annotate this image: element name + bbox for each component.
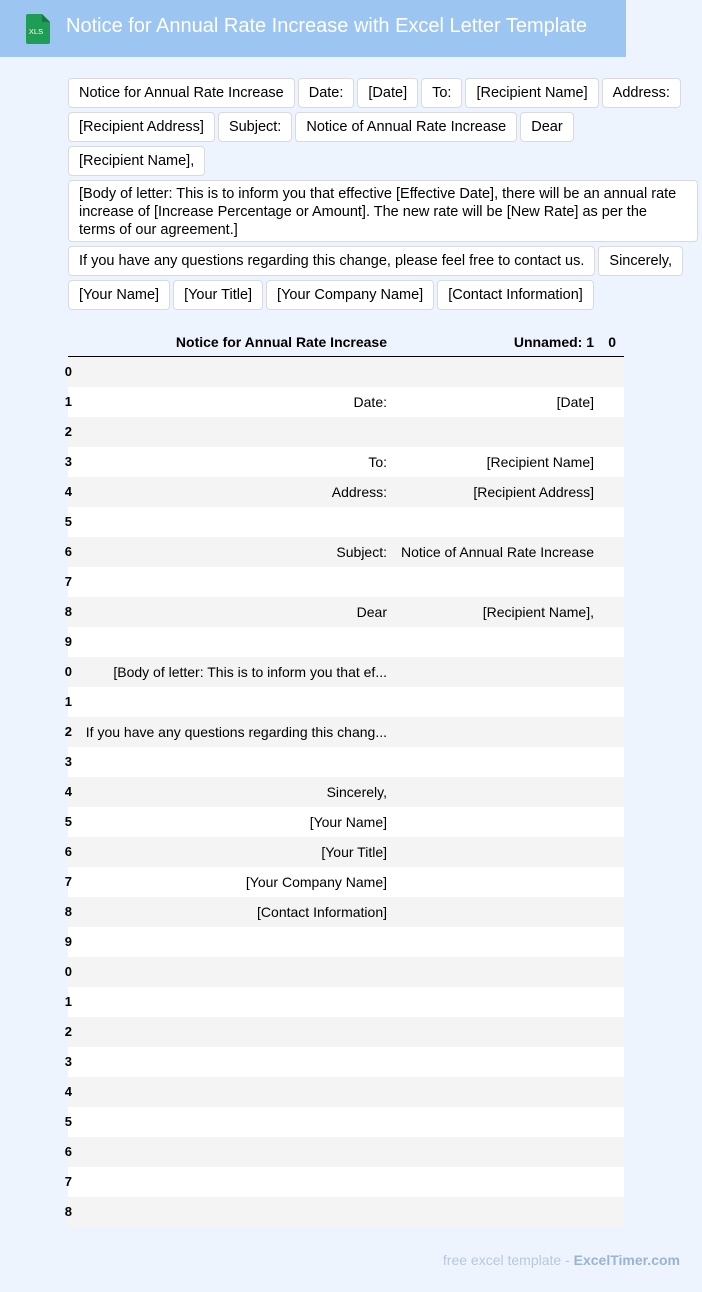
row-index: 5 (64, 514, 72, 529)
table-row (64, 927, 624, 957)
row-index: 4 (64, 1084, 72, 1099)
row-index: 1 (64, 694, 72, 709)
cell-title: If you have any questions regarding this chang... (85, 724, 387, 740)
table-header (68, 325, 624, 357)
page-title: Notice for Annual Rate Increase with Excel Letter Template (66, 15, 588, 37)
content-chip: [Contact Information] (437, 280, 594, 310)
table-row (64, 477, 624, 507)
row-index: 8 (64, 604, 72, 619)
content-chip: [Body of letter: This is to inform you that effective [Effective Date], there will be an annual rate increase of [Increase Percentage or Amount]. The new rate will be [New Rate] as per the terms of our agreement.] (68, 180, 698, 242)
cell-title: Subject: (336, 544, 387, 560)
column-header-unnamed: Unnamed: 1 (513, 334, 594, 350)
row-index: 5 (64, 1114, 72, 1129)
row-index: 0 (64, 664, 72, 679)
table-row (64, 567, 624, 597)
row-index: 3 (64, 454, 72, 469)
row-index: 8 (64, 1204, 72, 1219)
content-chip: [Date] (357, 78, 418, 108)
content-chip: Address: (602, 78, 681, 108)
content-chip: [Recipient Name], (68, 146, 205, 176)
footer-brand-link[interactable]: ExcelTimer.com (573, 1252, 680, 1268)
row-index: 6 (64, 844, 72, 859)
row-index: 2 (64, 1024, 72, 1039)
svg-text:XLS: XLS (28, 27, 44, 36)
row-index: 7 (64, 874, 72, 889)
cell-title: [Your Name] (309, 814, 387, 830)
content-chip: [Recipient Address] (68, 112, 215, 142)
row-index: 1 (64, 994, 72, 1009)
cell-title: [Your Title] (321, 844, 387, 860)
table-row (64, 387, 624, 417)
table-row (64, 357, 624, 387)
table-row (64, 687, 624, 717)
cell-unnamed: [Date] (556, 394, 594, 410)
content-chip: [Your Title] (173, 280, 263, 310)
row-index: 5 (64, 814, 72, 829)
row-index: 9 (64, 634, 72, 649)
table-row (64, 1047, 624, 1077)
cell-title: Address: (331, 484, 387, 500)
row-index: 2 (64, 724, 72, 739)
table-row (64, 1107, 624, 1137)
row-index: 6 (64, 544, 72, 559)
row-index: 3 (64, 754, 72, 769)
content-chip: Notice for Annual Rate Increase (68, 78, 295, 108)
column-header-title: Notice for Annual Rate Increase (175, 334, 387, 350)
cell-title: [Your Company Name] (245, 874, 387, 890)
cell-unnamed: [Recipient Name] (486, 454, 594, 470)
content-chip: Date: (298, 78, 355, 108)
content-chip: Sincerely, (598, 246, 683, 276)
row-index: 7 (64, 574, 72, 589)
row-index: 7 (64, 1174, 72, 1189)
content-chip: Dear (520, 112, 573, 142)
table-row (64, 447, 624, 477)
table-row (64, 597, 624, 627)
cell-unnamed: Notice of Annual Rate Increase (400, 544, 594, 560)
table-row (64, 537, 624, 567)
table-row (64, 717, 624, 747)
cell-unnamed: [Recipient Name], (482, 604, 594, 620)
data-table (64, 325, 624, 1227)
row-index: 6 (64, 1144, 72, 1159)
xls-file-icon (22, 13, 52, 45)
row-index: 2 (64, 424, 72, 439)
row-index: 8 (64, 904, 72, 919)
row-index: 0 (64, 364, 72, 379)
row-index: 3 (64, 1054, 72, 1069)
content-chip: Notice of Annual Rate Increase (295, 112, 517, 142)
table-row (64, 1197, 624, 1227)
table-row (64, 747, 624, 777)
cell-title: Sincerely, (326, 784, 387, 800)
content-chip: To: (421, 78, 462, 108)
cell-title: [Contact Information] (257, 904, 387, 920)
footer-credit (443, 1252, 680, 1268)
table-row (64, 507, 624, 537)
cell-title: To: (368, 454, 387, 470)
row-index: 1 (64, 394, 72, 409)
row-index: 4 (64, 484, 72, 499)
content-chips (68, 78, 702, 310)
row-index: 9 (64, 934, 72, 949)
table-row (64, 987, 624, 1017)
page-header (0, 0, 626, 57)
content-chip: [Your Company Name] (266, 280, 434, 310)
table-row (64, 1017, 624, 1047)
row-index: 0 (64, 964, 72, 979)
cell-unnamed: [Recipient Address] (473, 484, 594, 500)
row-index: 4 (64, 784, 72, 799)
cell-title: Dear (356, 604, 387, 620)
cell-title: Date: (353, 394, 387, 410)
content-chip: Subject: (218, 112, 292, 142)
column-header-zero: 0 (608, 334, 616, 350)
content-chip: [Recipient Name] (465, 78, 598, 108)
table-row (64, 657, 624, 687)
table-row (64, 1167, 624, 1197)
table-row (64, 1137, 624, 1167)
table-row (64, 627, 624, 657)
table-row (64, 777, 624, 807)
content-chip: [Your Name] (68, 280, 170, 310)
table-row (64, 1077, 624, 1107)
table-row (64, 867, 624, 897)
content-chip: If you have any questions regarding this change, please feel free to contact us. (68, 246, 595, 276)
table-body (64, 357, 624, 1227)
cell-title: [Body of letter: This is to inform you that ef... (113, 664, 387, 680)
table-row (64, 897, 624, 927)
table-row (64, 957, 624, 987)
table-row (64, 807, 624, 837)
table-row (64, 417, 624, 447)
footer-prefix: free excel template - (442, 1252, 574, 1268)
table-row (64, 837, 624, 867)
